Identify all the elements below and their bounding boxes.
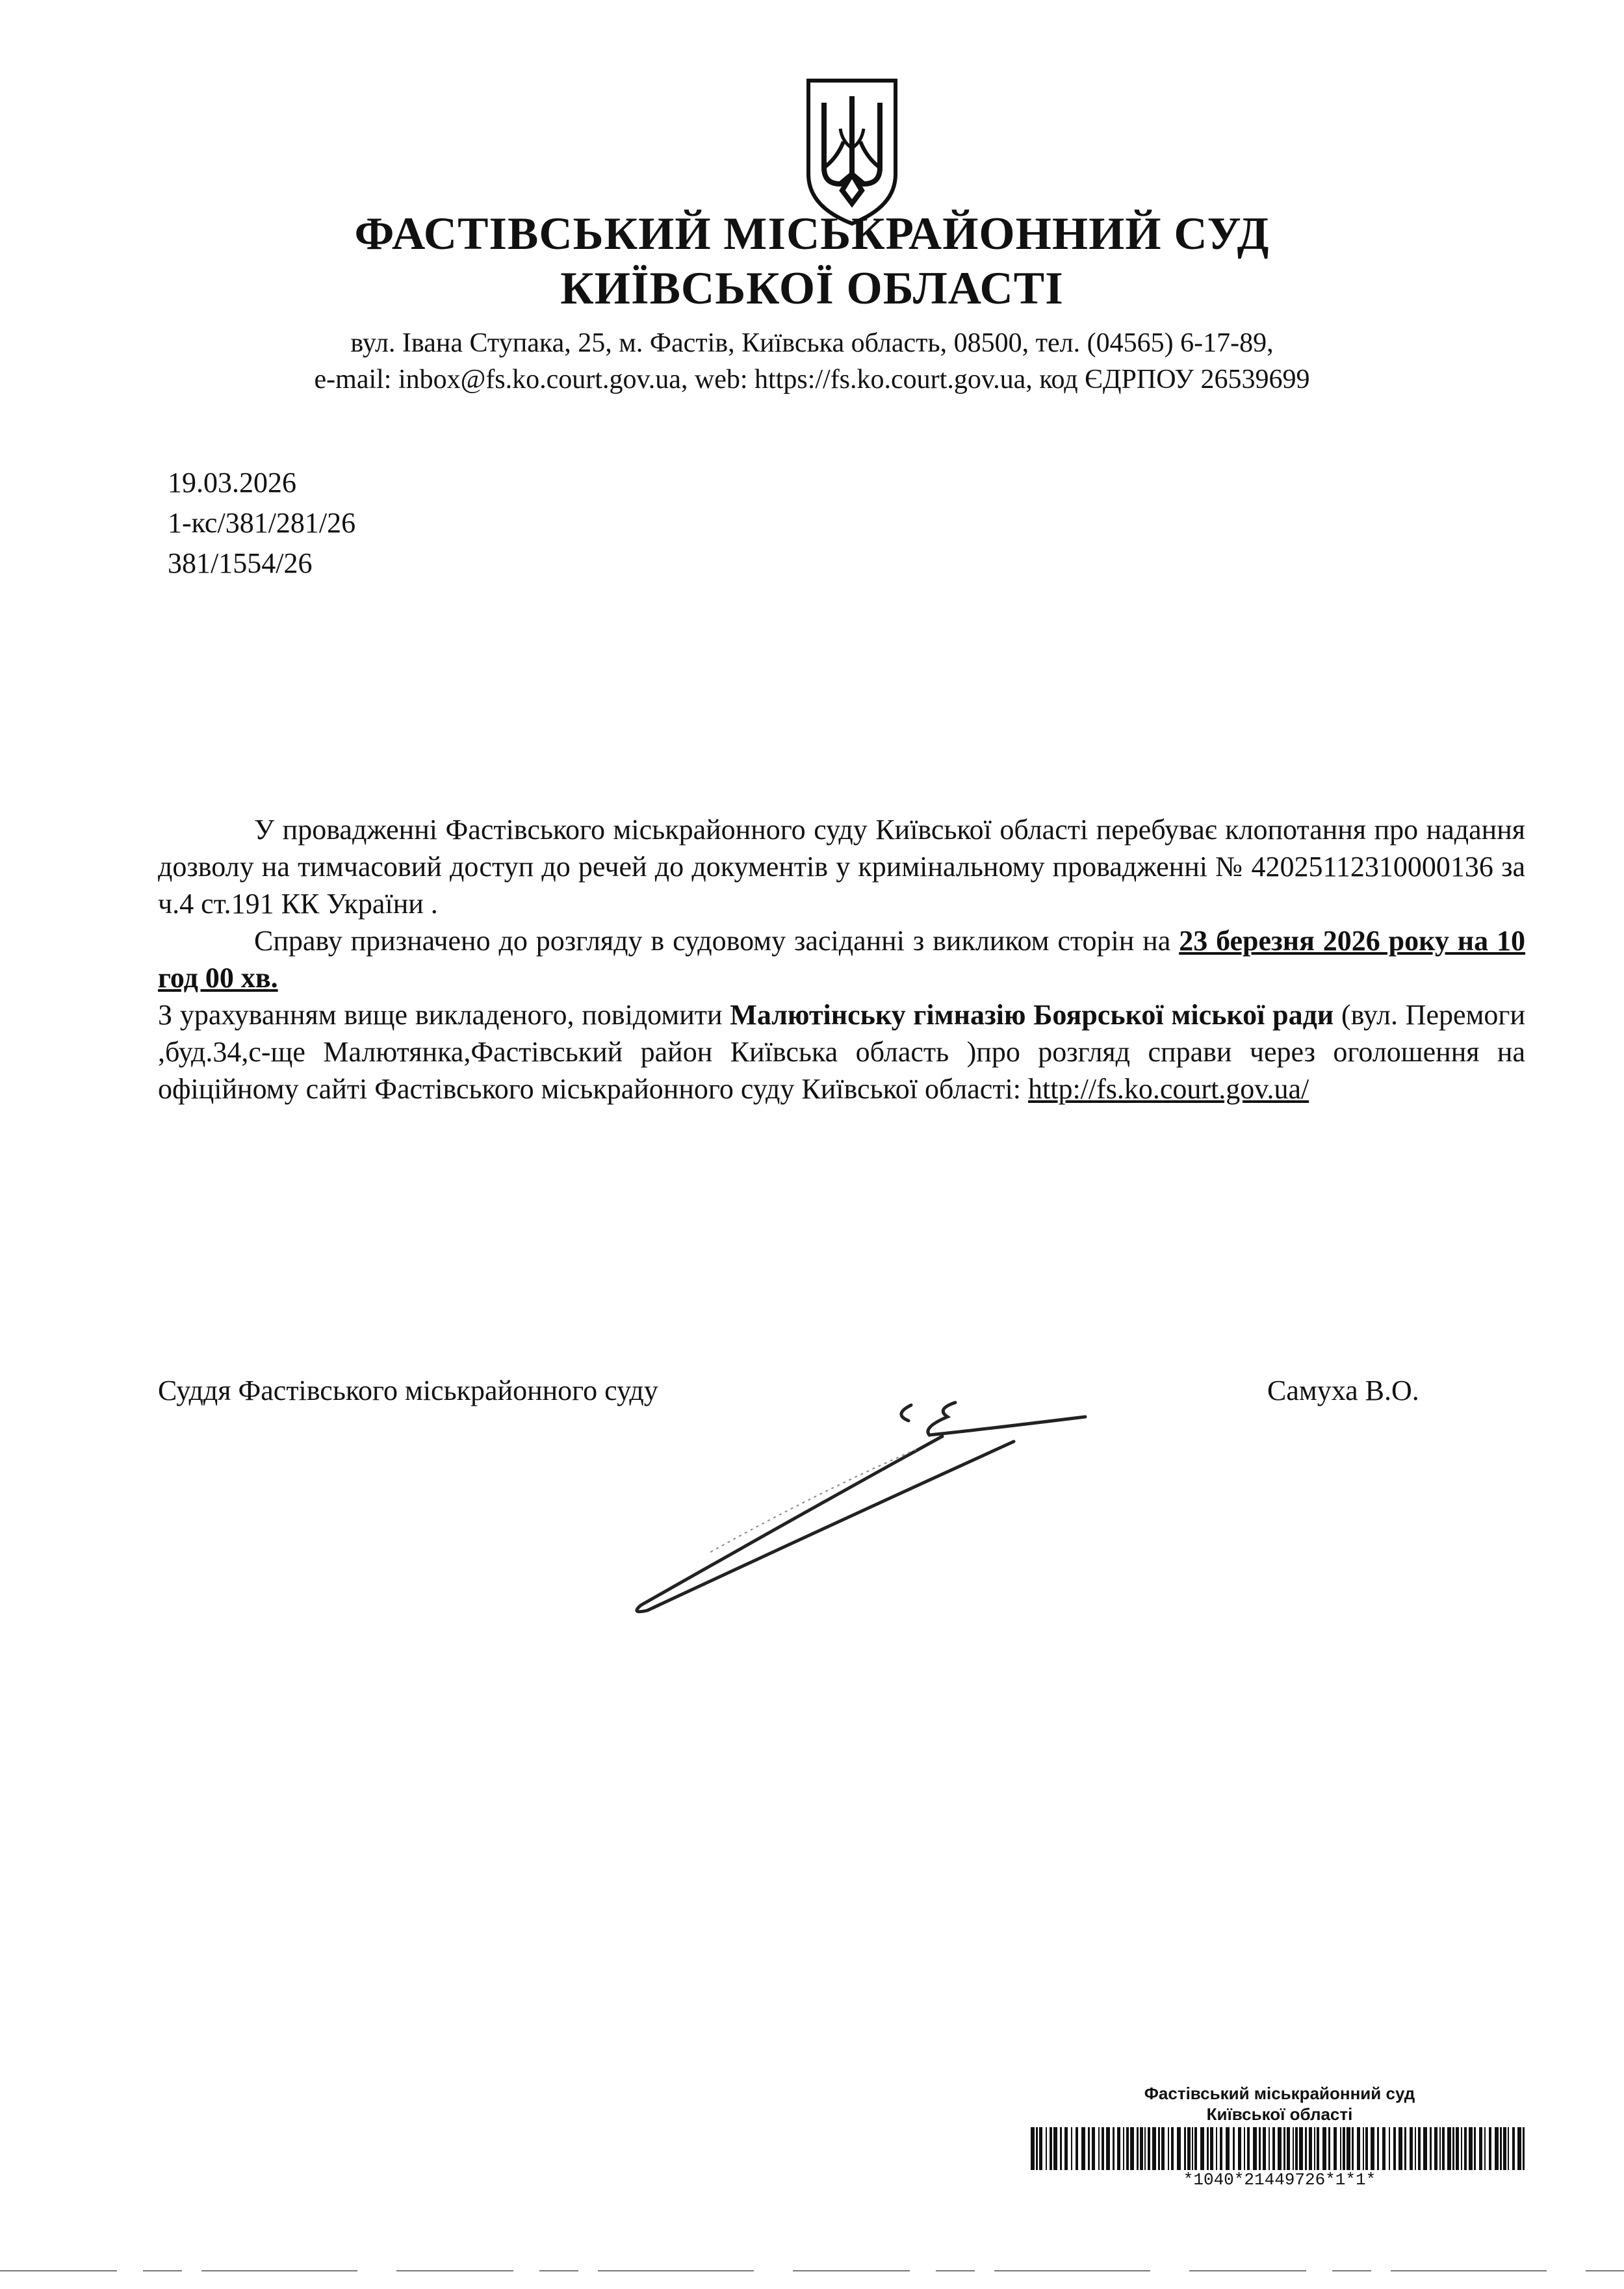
barcode-bar xyxy=(1508,2127,1509,2170)
barcode-bar xyxy=(1314,2127,1315,2170)
barcode-bar xyxy=(1064,2127,1068,2170)
barcode-bar xyxy=(1269,2127,1270,2170)
barcode-bar xyxy=(1393,2127,1396,2170)
barcode-bar xyxy=(1161,2127,1165,2170)
barcode-bar xyxy=(1144,2127,1146,2170)
letter-date: 19.03.2026 xyxy=(168,467,296,498)
barcode-bar xyxy=(1088,2127,1090,2170)
barcode-bar xyxy=(1168,2127,1169,2170)
barcode-bar xyxy=(1137,2127,1139,2170)
barcode-bar xyxy=(1123,2127,1124,2170)
barcode-bar xyxy=(1238,2127,1241,2170)
judge-name: Самуха В.О. xyxy=(1267,1375,1419,1406)
barcode-bar xyxy=(1377,2127,1379,2170)
barcode-bar xyxy=(1207,2127,1209,2170)
barcode-bar xyxy=(1415,2127,1416,2170)
barcode-bar xyxy=(1171,2127,1174,2170)
barcode xyxy=(1031,2127,1528,2170)
barcode-bar xyxy=(1187,2127,1191,2170)
barcode-bar xyxy=(1053,2127,1057,2170)
barcode-bar xyxy=(1352,2127,1354,2170)
barcode-bar xyxy=(1503,2127,1506,2170)
barcode-bar xyxy=(1140,2127,1143,2170)
barcode-bar xyxy=(1484,2127,1486,2170)
barcode-bar xyxy=(1334,2127,1337,2170)
barcode-number: *1040*21449726*1*1* xyxy=(1183,2170,1376,2190)
barcode-bar xyxy=(1272,2127,1275,2170)
barcode-bar xyxy=(1430,2127,1432,2170)
barcode-bar xyxy=(1500,2127,1502,2170)
barcode-bar xyxy=(1098,2127,1100,2170)
barcode-bar xyxy=(1317,2127,1319,2170)
barcode-bar xyxy=(1152,2127,1156,2170)
case-number: 1-кс/381/281/26 xyxy=(168,507,356,539)
stamp-region: Київської області xyxy=(1206,2104,1353,2124)
handwritten-signature xyxy=(617,1397,1092,1631)
barcode-bar xyxy=(1398,2127,1402,2170)
barcode-bar xyxy=(1117,2127,1120,2170)
barcode-bar xyxy=(1184,2127,1186,2170)
barcode-bar xyxy=(1404,2127,1406,2170)
barcode-bar xyxy=(1102,2127,1104,2170)
paragraph-motion: У провадженні Фастівського міськрайонного суду Київської області перебуває клопотання про надання дозволу на тимчасовий доступ до речей до документів у кримінальному провадженні № 42025112310000136 за ч.4 ст.191 КК України . xyxy=(158,814,1525,920)
barcode-bar xyxy=(1259,2127,1261,2170)
barcode-bar xyxy=(1226,2127,1230,2170)
barcode-bar xyxy=(1328,2127,1330,2170)
court-address: вул. Івана Ступака, 25, м. Фастів, Київська область, 08500, тел. (04565) 6-17-89, xyxy=(350,328,1274,358)
barcode-bar xyxy=(1357,2127,1360,2170)
barcode-bar xyxy=(1210,2127,1213,2170)
barcode-bar xyxy=(1126,2127,1129,2170)
registration-stamp xyxy=(1031,2083,1528,2190)
barcode-bar xyxy=(1295,2127,1298,2170)
barcode-bar xyxy=(1418,2127,1421,2170)
barcode-bar xyxy=(1347,2127,1350,2170)
barcode-bar xyxy=(1106,2127,1110,2170)
barcode-bar xyxy=(1283,2127,1285,2170)
barcode-bar xyxy=(1148,2127,1150,2170)
barcode-bar xyxy=(1031,2127,1035,2170)
barcode-bar xyxy=(1046,2127,1047,2170)
paragraph-notify xyxy=(158,996,1525,1107)
barcode-bar xyxy=(1263,2127,1266,2170)
barcode-bar xyxy=(1389,2127,1390,2170)
barcode-bar xyxy=(1489,2127,1491,2170)
barcode-bar xyxy=(1216,2127,1217,2170)
court-contacts: e-mail: inbox@fs.ko.court.gov.ua, web: https://fs.ko.court.gov.ua, код ЄДРПОУ 26539699 xyxy=(314,365,1310,394)
barcode-bar xyxy=(1442,2127,1445,2170)
barcode-bar xyxy=(1081,2127,1085,2170)
barcode-bar xyxy=(1343,2127,1345,2170)
barcode-bar xyxy=(1244,2127,1245,2170)
proceeding-number: 381/1554/26 xyxy=(168,547,313,579)
barcode-bar xyxy=(1309,2127,1312,2170)
barcode-bar xyxy=(1322,2127,1326,2170)
barcode-bar xyxy=(1158,2127,1160,2170)
barcode-bar xyxy=(1423,2127,1427,2170)
hearing-text: Справу призначено до розгляду в судовому засіданні з викликом сторін на xyxy=(254,925,1179,957)
barcode-bar xyxy=(1278,2127,1282,2170)
barcode-bar xyxy=(1039,2127,1042,2170)
barcode-bar xyxy=(1447,2127,1451,2170)
barcode-bar xyxy=(1517,2127,1521,2170)
barcode-bar xyxy=(1363,2127,1364,2170)
barcode-bar xyxy=(1382,2127,1386,2170)
barcode-bar xyxy=(1194,2127,1197,2170)
recipient-name: Малютінську гімназію Боярської міської ради xyxy=(730,999,1334,1031)
barcode-bar xyxy=(1371,2127,1374,2170)
barcode-bar xyxy=(1177,2127,1181,2170)
court-name-line2: КИЇВСЬКОЇ ОБЛАСТІ xyxy=(560,263,1064,314)
recipient-address: (вул. Перемоги ,буд.34,с-ще Малютянка,Фастівський район Київська область )про розгляд справи через оголошення на офіційному сайті Фастівського міськрайонного суду Київської області: xyxy=(158,999,1526,1105)
barcode-bar xyxy=(1439,2127,1441,2170)
barcode-bar xyxy=(1192,2127,1193,2170)
barcode-bar xyxy=(1076,2127,1078,2170)
barcode-bar xyxy=(1512,2127,1515,2170)
barcode-bar xyxy=(1220,2127,1222,2170)
court-website-link[interactable]: http://fs.ko.court.gov.ua/ xyxy=(1028,1073,1309,1105)
barcode-bar xyxy=(1071,2127,1072,2170)
barcode-bar xyxy=(1233,2127,1235,2170)
barcode-bar xyxy=(1247,2127,1250,2170)
barcode-bar xyxy=(1130,2127,1134,2170)
barcode-bar xyxy=(1287,2127,1290,2170)
barcode-bar xyxy=(1479,2127,1482,2170)
notify-prefix: З урахуванням вище викладеного, повідомити xyxy=(158,999,730,1031)
barcode-bar xyxy=(1299,2127,1303,2170)
barcode-bar xyxy=(1495,2127,1499,2170)
paragraph-hearing xyxy=(158,922,1525,996)
barcode-bar xyxy=(1305,2127,1307,2170)
barcode-bar xyxy=(1200,2127,1204,2170)
barcode-bar xyxy=(1469,2127,1473,2170)
barcode-bar xyxy=(1474,2127,1476,2170)
barcode-bar xyxy=(1434,2127,1437,2170)
barcode-bar xyxy=(1113,2127,1115,2170)
barcode-bar xyxy=(1050,2127,1052,2170)
barcode-bar xyxy=(1340,2127,1341,2170)
barcode-bar xyxy=(1523,2127,1525,2170)
footer-divider xyxy=(0,2270,1624,2272)
barcode-bar xyxy=(1092,2127,1095,2170)
court-name-line1: ФАСТІВСЬКИЙ МІСЬКРАЙОННИЙ СУД xyxy=(354,209,1270,259)
stamp-court-name: Фастівський міськрайонний суд xyxy=(1144,2084,1415,2103)
barcode-bar xyxy=(1461,2127,1462,2170)
judge-position: Суддя Фастівського міськрайонного суду xyxy=(158,1375,658,1406)
reference-block xyxy=(168,463,355,584)
hearing-date: 23 березня 2026 року на 10 год 00 хв. xyxy=(158,925,1526,994)
barcode-bar xyxy=(1452,2127,1454,2170)
barcode-bar xyxy=(1253,2127,1257,2170)
barcode-bar xyxy=(1464,2127,1467,2170)
barcode-bar xyxy=(1456,2127,1459,2170)
tryzub-icon xyxy=(805,77,899,226)
letter-body xyxy=(158,811,1525,1107)
barcode-bar xyxy=(1036,2127,1038,2170)
barcode-bar xyxy=(1293,2127,1294,2170)
barcode-bar xyxy=(1365,2127,1368,2170)
barcode-bar xyxy=(1060,2127,1062,2170)
barcode-bar xyxy=(1410,2127,1413,2170)
